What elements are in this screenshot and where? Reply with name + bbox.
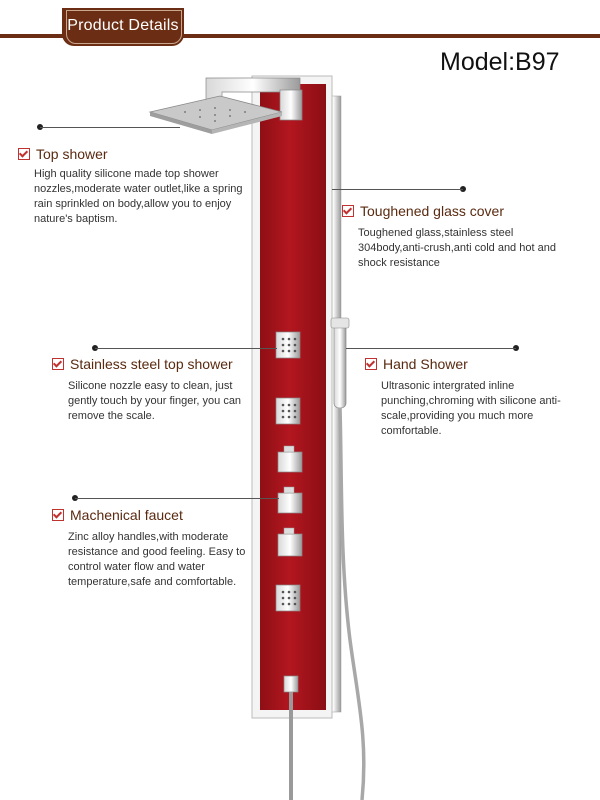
feature-stainless-top-shower (52, 356, 258, 424)
leader-line-toughened-glass (332, 189, 463, 190)
check-icon (342, 205, 354, 217)
hand-shower-handle (334, 322, 346, 408)
feature-description: High quality silicone made top shower nozzles,moderate water outlet,like a spring rain sprinkled on body,allow you to enjoy nature's baptism. (34, 168, 243, 225)
feature-hand-shower (365, 356, 581, 439)
check-icon (52, 358, 64, 370)
feature-description: Silicone nozzle easy to clean, just gently touch by your finger, you can remove the scale. (68, 380, 242, 422)
leader-line-hand-shower (346, 348, 516, 349)
check-icon (52, 509, 64, 521)
check-icon (365, 358, 377, 370)
feature-description: Toughened glass,stainless steel 304body,anti-crush,anti cold and hot and shock resistance (358, 227, 556, 269)
feature-title (52, 356, 258, 373)
model-label: Model:B97 (440, 48, 560, 76)
body-jet-1 (276, 332, 300, 358)
feature-title (52, 507, 258, 524)
feature-toughened-glass (342, 203, 572, 271)
feature-mechanical-faucet (52, 507, 258, 590)
feature-title (342, 203, 572, 220)
feature-title-text: Hand Shower (383, 356, 468, 372)
feature-description: Ultrasonic intergrated inline punching,chroming with silicone anti-scale,providing you much more comfortable. (381, 380, 561, 437)
arm-mount (280, 90, 302, 120)
feature-title-text: Top shower (36, 146, 108, 162)
body-jet-3 (276, 585, 300, 611)
feature-title-text: Stainless steel top shower (70, 356, 233, 372)
feature-top-shower (18, 146, 250, 227)
leader-line-mechanical-faucet (75, 498, 279, 499)
hand-shower-head (331, 318, 349, 328)
panel-red-glass (260, 84, 326, 710)
feature-title-text: Machenical faucet (70, 507, 183, 523)
leader-line-top-shower (40, 127, 180, 128)
bottom-outlet (284, 676, 298, 692)
feature-title (18, 146, 250, 163)
leader-line-stainless-top-shower (95, 348, 277, 349)
body-jet-2 (276, 398, 300, 424)
feature-title-text: Toughened glass cover (360, 203, 504, 219)
check-icon (18, 148, 30, 160)
header-title: Product Details (67, 17, 179, 34)
feature-title (365, 356, 581, 373)
hand-shower-hose (340, 408, 364, 800)
feature-description: Zinc alloy handles,with moderate resistance and good feeling. Easy to control water flow and water temperature,safe and comfortable. (68, 531, 246, 588)
